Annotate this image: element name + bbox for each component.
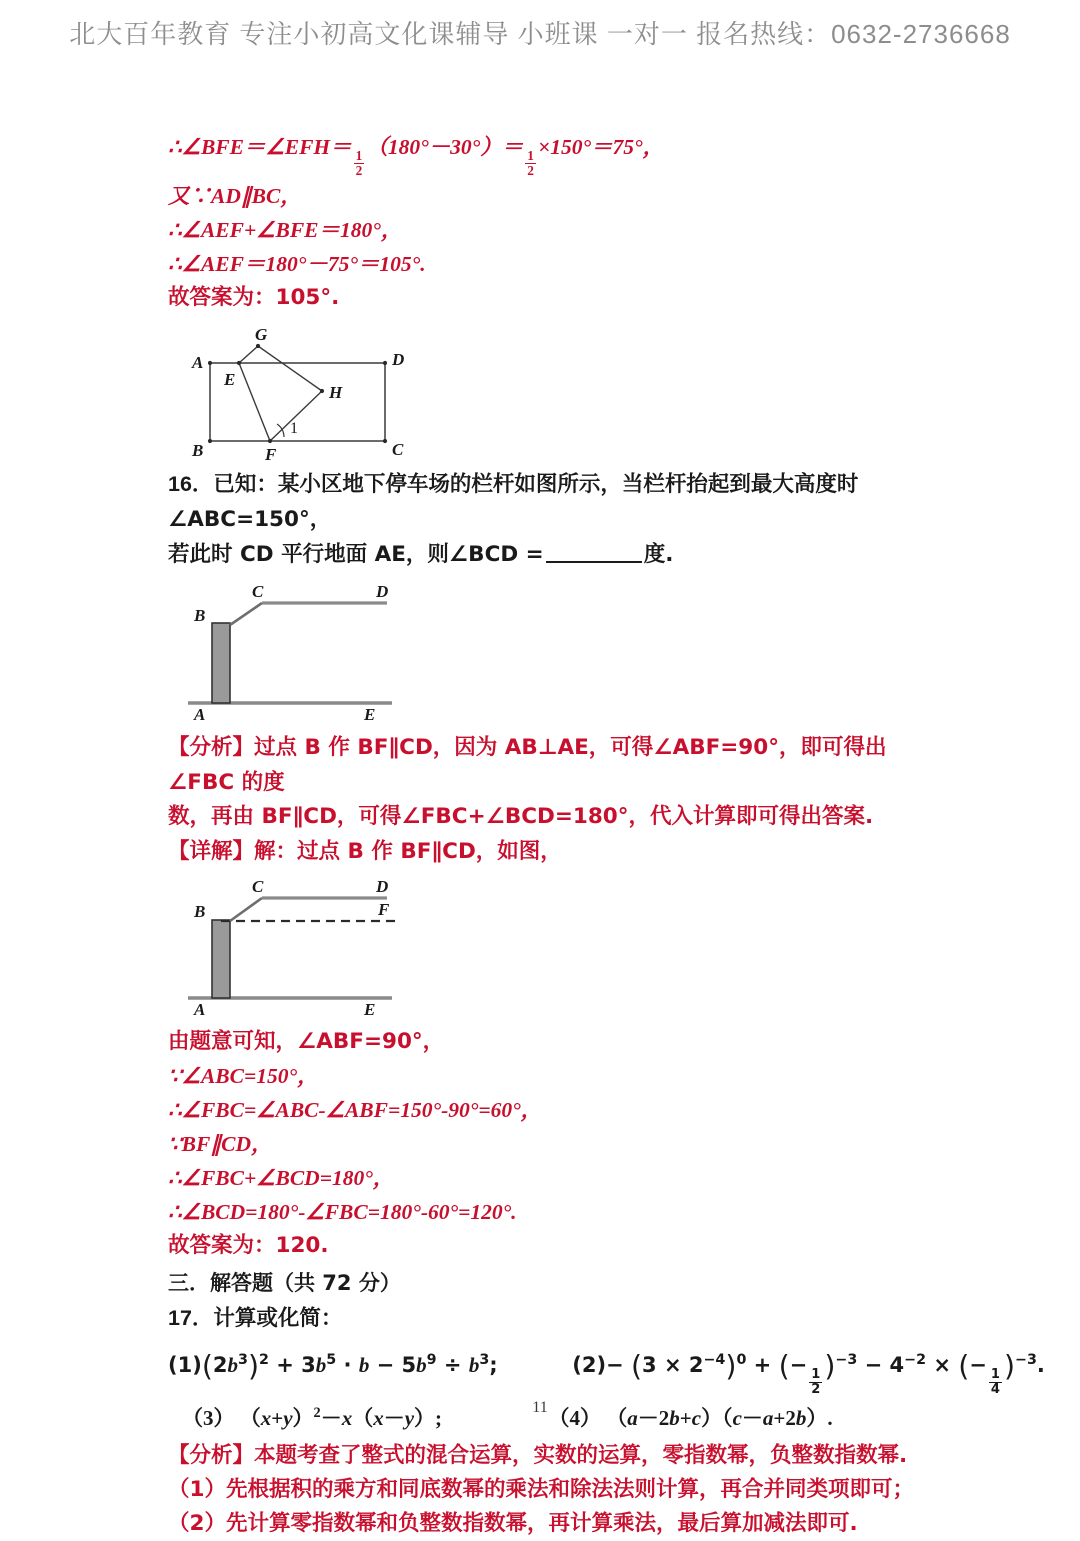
page-banner-header xyxy=(0,14,1080,51)
problem-16-statement-line-2 xyxy=(168,537,948,572)
problem-17-part-1: $(1)(2b^3)^2 + 3b^5 \cdot b - 5b^9 \div b^3$; xyxy=(168,1349,505,1383)
analysis-16-fenxi xyxy=(168,730,948,800)
barrier-arm-bc xyxy=(230,603,262,625)
vertex-dot-b xyxy=(208,439,212,443)
analysis-17-line-1 xyxy=(168,1438,948,1473)
problem-16-text-line-2-a: 若此时 CD 平行地面 AE，则∠BCD = xyxy=(168,541,544,567)
figure-parking-barrier xyxy=(180,584,948,724)
solution-16-line-7: 故答案为：120. xyxy=(168,1232,329,1258)
barrier-post-ab-2 xyxy=(212,920,230,998)
banner-text: 北大百年教育 专注小初高文化课辅导 小班课 一对一 报名热线：0632-2736668 xyxy=(69,19,1011,49)
solution-prev-line-1 xyxy=(168,130,948,179)
figure-rectangle-abcd-svg xyxy=(180,323,420,463)
solution-prev-line-3: ∴∠AEF+∠BFE＝180°， xyxy=(168,217,403,242)
fraction-one-half-a: $\frac{1}{2}$ xyxy=(355,147,363,179)
section-3-heading: 三．解答题（共 72 分） xyxy=(168,1270,401,1295)
problem-16-text-line-2-b: 度. xyxy=(643,541,674,567)
barrier-arm-bc-2 xyxy=(230,898,262,921)
answer-blank-underline[interactable] xyxy=(546,561,642,563)
solution-16-line-4: ∵BF∥CD， xyxy=(168,1131,273,1156)
problem-17-title: 计算或化简： xyxy=(213,1305,343,1331)
figure1-label-angle-1: 1 xyxy=(290,419,298,437)
figure-rectangle-abcd xyxy=(180,323,948,463)
figure3-label-f: F xyxy=(378,899,390,919)
vertex-dot-g xyxy=(256,344,260,348)
analysis-16-xiangjie xyxy=(168,834,948,869)
solution-prev-line-5: 故答案为：105°. xyxy=(168,284,340,310)
vertex-dot-f xyxy=(268,439,272,443)
barrier-post-ab xyxy=(212,623,230,703)
problem-17-part-4: （4） （a－2b+c）（c－a+2b）. xyxy=(548,1405,833,1430)
solution-prev-line-1-part-c: ×150°＝75°， xyxy=(537,135,665,159)
figure2-label-b: B xyxy=(194,605,206,625)
figure2-label-d: D xyxy=(376,583,389,601)
figure3-label-a: A xyxy=(194,999,206,1019)
figure2-label-a: A xyxy=(194,704,206,724)
page-content xyxy=(168,130,1045,1541)
analysis-16-fenxi-label: 【分析】 xyxy=(168,734,255,760)
problem-16-statement xyxy=(168,467,948,537)
solution-prev-line-1-part-b: （180°－30°）＝ xyxy=(366,135,524,159)
figure1-label-e: E xyxy=(224,369,236,389)
solution-prev-line-1-part-a: ∴∠BFE＝∠EFH＝ xyxy=(168,135,352,159)
problem-17-part-3-tag: （3） xyxy=(182,1405,235,1430)
problem-17-part-2-tag: (2) xyxy=(572,1352,607,1377)
figure3-label-c: C xyxy=(252,878,264,896)
figure2-label-c: C xyxy=(252,583,264,601)
problem-17-part-2: $(2)- (3 \times 2^{-4})^0$ + (− $\frac{1}{2}$ )$^{-3} - 4^{-2}$ × (− $\frac{1}{4}$ )$^{-3}$. xyxy=(572,1349,1045,1397)
fraction-one-half-b: $\frac{1}{2}$ xyxy=(527,147,534,179)
figure1-label-a: A xyxy=(192,352,204,372)
analysis-16-fenxi-line-1: 过点 B 作 BF∥CD，因为 AB⊥AE，可得∠ABF=90°，即可得出∠FBC 的度 xyxy=(168,734,887,795)
problem-17-part-4-tag: （4） xyxy=(548,1405,602,1430)
figure1-label-g: G xyxy=(255,324,268,344)
problem-17-part-3: （3） $(x+y)^2-x(x-y)$; xyxy=(182,1404,448,1430)
figure3-label-b: B xyxy=(194,901,206,921)
analysis-17-line-2: （1）先根据积的乘方和同底数幂的乘法和除法法则计算，再合并同类项即可； xyxy=(168,1476,914,1502)
problem-17-number: 17． xyxy=(168,1305,214,1330)
figure3-label-d: D xyxy=(376,878,389,896)
figure-parking-barrier-bf xyxy=(180,879,948,1019)
figure1-label-d: D xyxy=(392,349,405,369)
solution-16-line-2: ∵∠ABC=150°， xyxy=(168,1063,319,1088)
page-number-footer xyxy=(0,1399,1080,1417)
figure1-label-h: H xyxy=(329,382,343,402)
page-number: 11 xyxy=(532,1399,548,1416)
vertex-dot-h xyxy=(320,389,324,393)
figure2-label-e: E xyxy=(364,704,376,724)
analysis-16-xiangjie-line-1: 解：过点 B 作 BF∥CD，如图， xyxy=(254,838,562,864)
figure1-label-b: B xyxy=(192,440,204,460)
analysis-16-fenxi-line-2: 数，再由 BF∥CD，可得∠FBC+∠BCD=180°，代入计算即可得出答案. xyxy=(168,803,874,829)
vertex-dot-d xyxy=(383,361,387,365)
figure1-label-c: C xyxy=(392,439,404,459)
problem-16-text-line-1: 已知：某小区地下停车场的栏杆如图所示，当栏杆抬起到最大高度时∠ABC=150°， xyxy=(168,471,859,532)
vertex-dot-e xyxy=(237,361,241,365)
analysis-17-line-3: （2）先计算零指数幂和负整数指数幂，再计算乘法，最后算加减法即可. xyxy=(168,1510,858,1536)
problem-17-expressions-row-1 xyxy=(168,1340,1045,1397)
figure3-label-e: E xyxy=(364,999,376,1019)
solution-16-line-6: ∴∠BCD=180°-∠FBC=180°-60°=120°. xyxy=(168,1199,517,1224)
solution-16-line-1: 由题意可知，∠ABF=90°， xyxy=(168,1028,445,1054)
figure-parking-barrier-bf-svg xyxy=(180,879,420,1019)
solution-prev-line-4: ∴∠AEF＝180°－75°＝105°. xyxy=(168,251,426,276)
vertex-dot-a xyxy=(208,361,212,365)
analysis-17-label: 【分析】 xyxy=(168,1442,255,1468)
solution-prev-line-2: 又∵AD∥BC， xyxy=(168,183,302,208)
analysis-17-text-1: 本题考查了整式的混合运算，实数的运算，零指数幂，负整数指数幂. xyxy=(254,1442,908,1468)
problem-16-number: 16． xyxy=(168,471,214,496)
solution-16-line-5: ∴∠FBC+∠BCD=180°， xyxy=(168,1165,395,1190)
problem-17-part-1-tag: (1) xyxy=(168,1352,202,1377)
analysis-16-xiangjie-label: 【详解】 xyxy=(168,838,255,864)
problem-17-heading xyxy=(168,1301,948,1336)
solution-16-line-3: ∴∠FBC=∠ABC-∠ABF=150°-90°=60°， xyxy=(168,1097,543,1122)
figure-parking-barrier-svg xyxy=(180,584,420,724)
figure1-label-f: F xyxy=(265,444,277,463)
vertex-dot-c xyxy=(383,439,387,443)
